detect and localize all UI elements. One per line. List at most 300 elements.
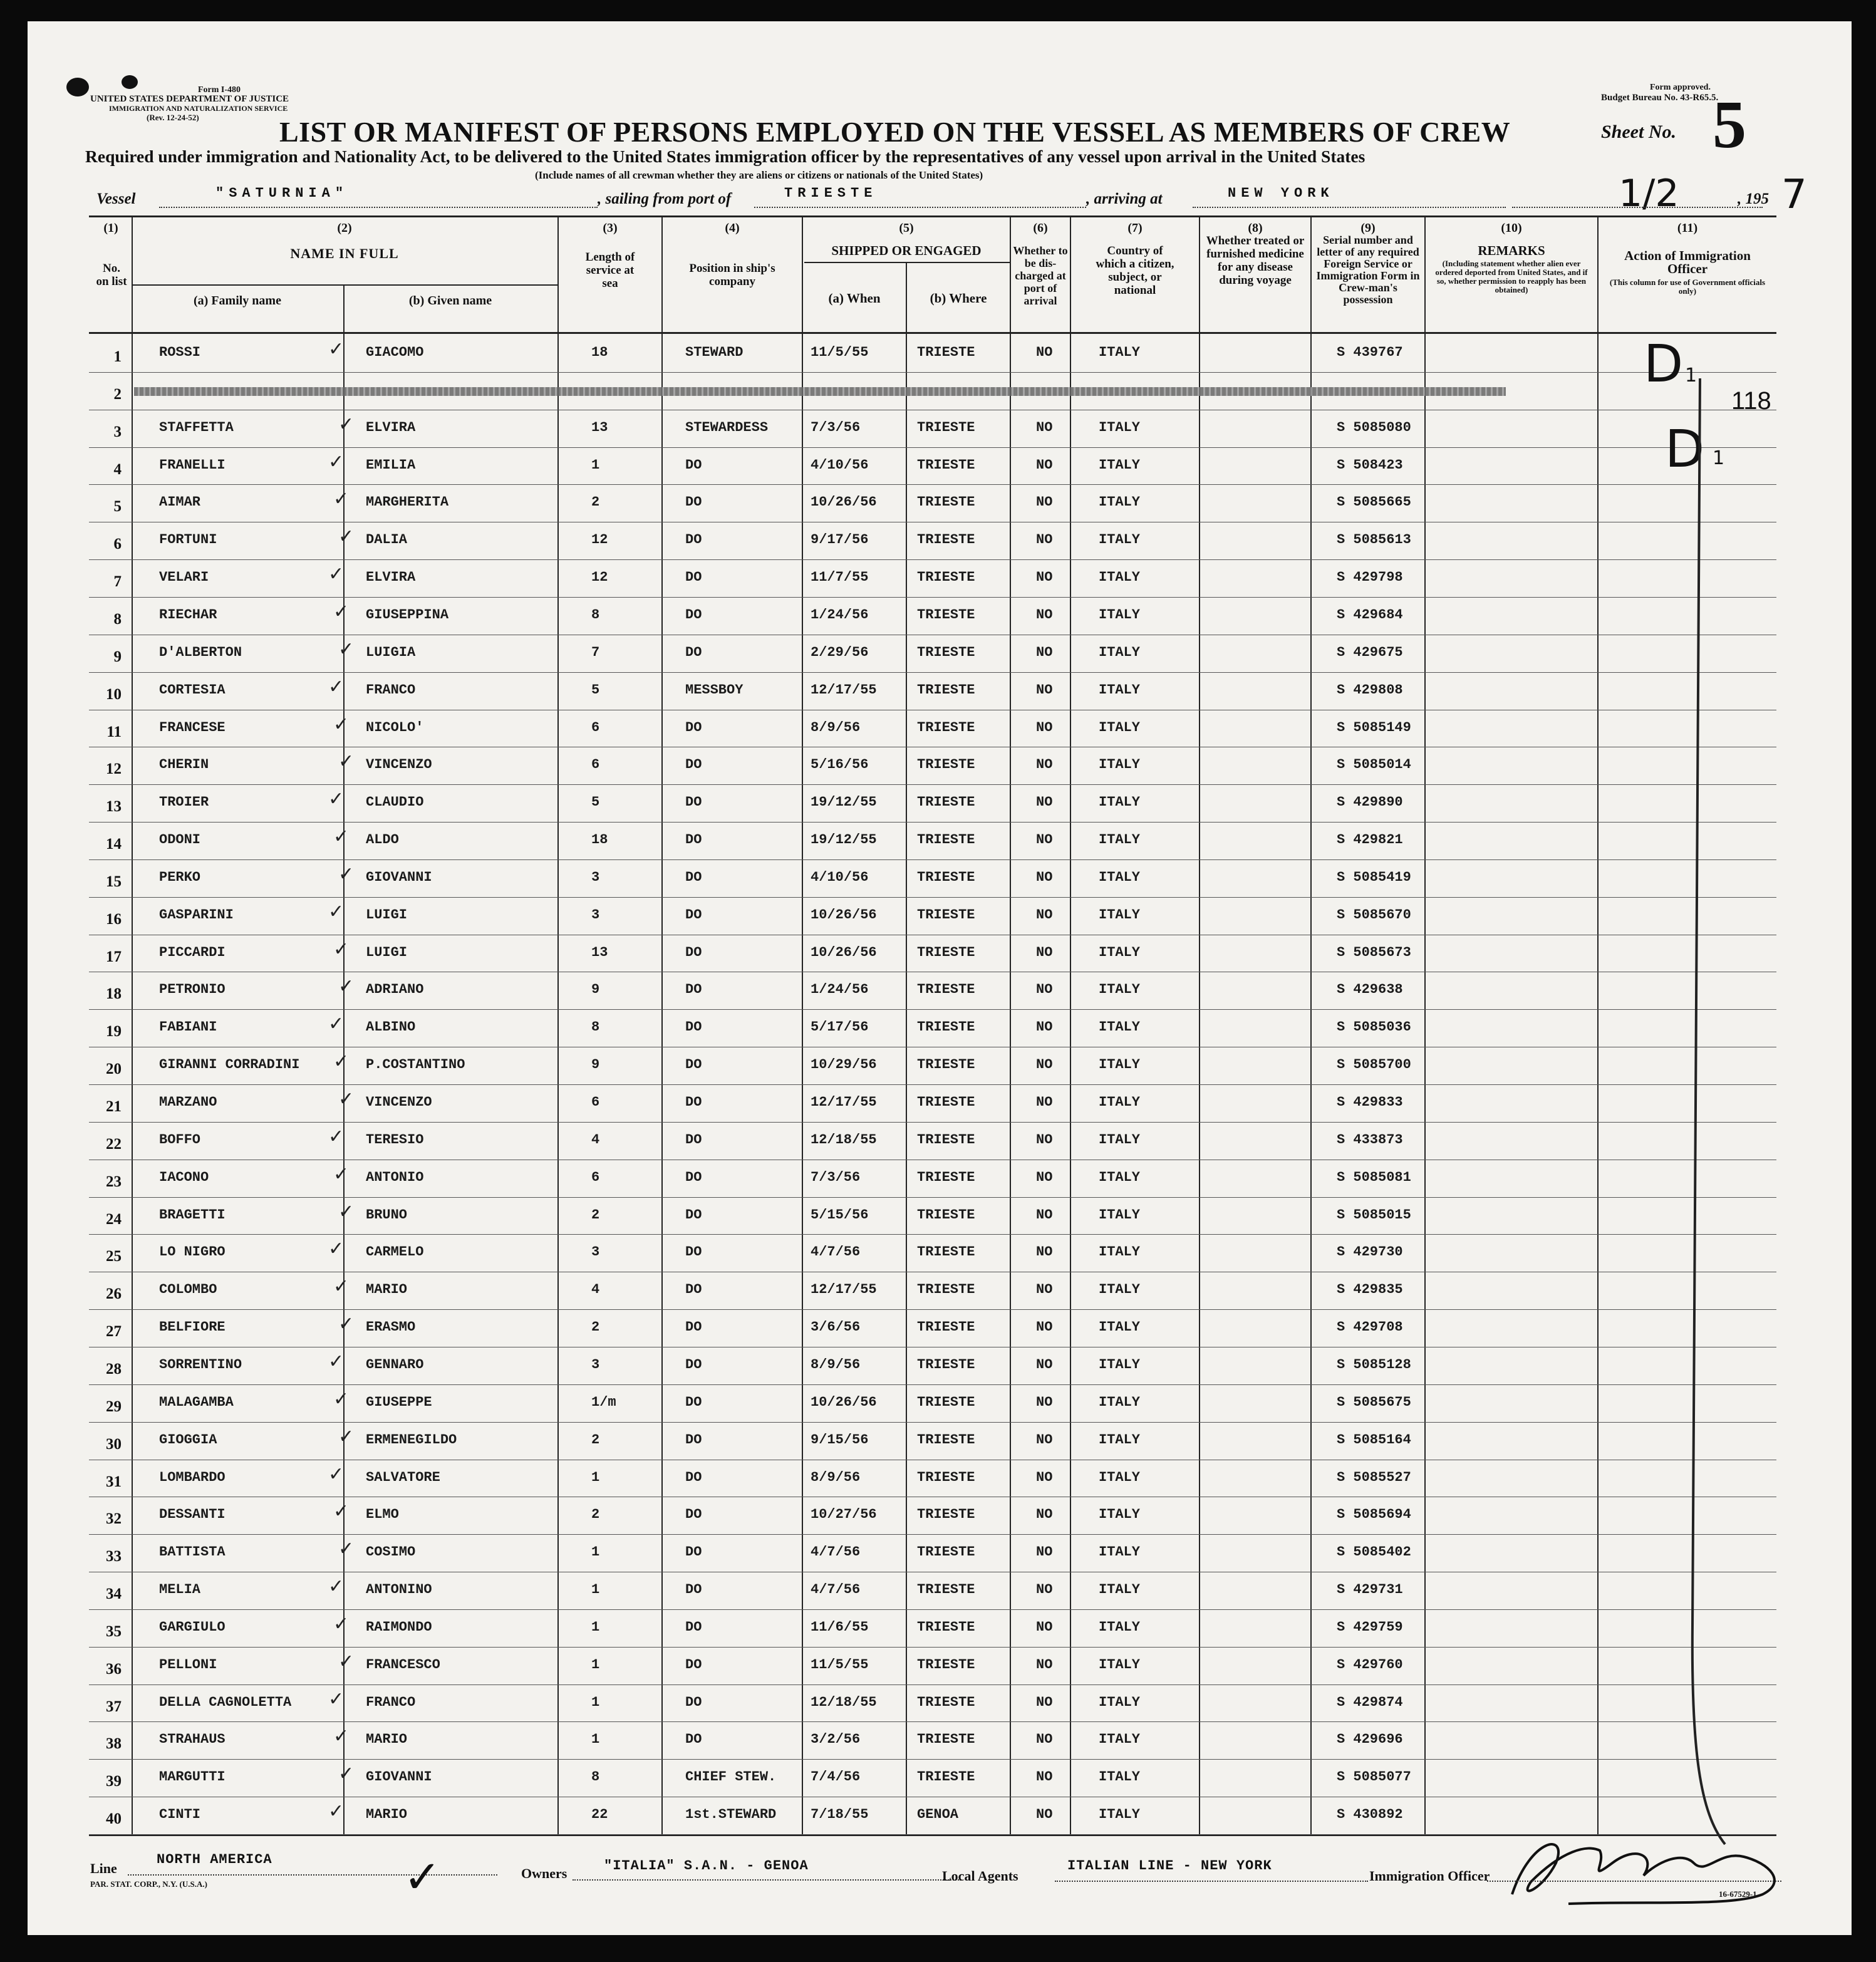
given-name: MARIO bbox=[366, 1282, 408, 1298]
position: CHIEF STEW. bbox=[685, 1769, 777, 1785]
country: ITALY bbox=[1099, 1807, 1141, 1823]
family-name: ODONI bbox=[159, 832, 201, 848]
sailing-underline bbox=[754, 207, 1086, 209]
discharged: NO bbox=[1036, 569, 1053, 586]
service-length: 4 bbox=[591, 1131, 600, 1148]
family-name: VELARI bbox=[159, 569, 209, 586]
country: ITALY bbox=[1099, 682, 1141, 698]
position: DO bbox=[685, 832, 702, 848]
given-name: MARGHERITA bbox=[366, 494, 449, 511]
shipped-when: 3/6/56 bbox=[811, 1319, 861, 1336]
row-number: 40 bbox=[106, 1810, 122, 1828]
service-length: 6 bbox=[591, 757, 600, 773]
shipped-when: 11/7/55 bbox=[811, 569, 869, 586]
row-number: 12 bbox=[106, 760, 122, 778]
given-name: ERMENEGILDO bbox=[366, 1431, 457, 1448]
col6-label: Whether to be dis-charged at port of arrival bbox=[1013, 244, 1068, 307]
header-bottom-rule bbox=[89, 332, 1776, 334]
shipped-where: TRIESTE bbox=[917, 606, 975, 623]
ink-blot bbox=[66, 78, 89, 96]
row-number: 19 bbox=[106, 1023, 122, 1041]
service-length: 8 bbox=[591, 1769, 600, 1785]
given-name: ALDO bbox=[366, 832, 399, 848]
serial-number: S 5085164 bbox=[1337, 1431, 1411, 1448]
approval-line2: Budget Bureau No. 43-R65.5. bbox=[1601, 93, 1719, 103]
serial-number: S 429696 bbox=[1337, 1731, 1403, 1748]
shipped-when: 1/24/56 bbox=[811, 606, 869, 623]
family-name: CORTESIA bbox=[159, 682, 225, 698]
row-rule bbox=[89, 597, 1776, 598]
row-rule bbox=[89, 859, 1776, 860]
shipped-where: TRIESTE bbox=[917, 1731, 975, 1748]
service-length: 1 bbox=[591, 1582, 600, 1598]
row-rule bbox=[89, 559, 1776, 560]
serial-number: S 5085665 bbox=[1337, 494, 1411, 511]
service-length: 1 bbox=[591, 1544, 600, 1560]
service-length: 22 bbox=[591, 1807, 608, 1823]
given-name: NICOLO' bbox=[366, 719, 424, 735]
service-length: 3 bbox=[591, 906, 600, 923]
checkmark-icon: ✓ bbox=[338, 1313, 355, 1336]
country: ITALY bbox=[1099, 345, 1141, 360]
family-name: PICCARDI bbox=[159, 944, 225, 960]
shipped-where: TRIESTE bbox=[917, 1656, 975, 1673]
service-length: 5 bbox=[591, 682, 600, 698]
service-length: 1 bbox=[591, 1469, 600, 1485]
given-name: FRANCESCO bbox=[366, 1656, 440, 1673]
shipped-where: TRIESTE bbox=[917, 1169, 975, 1185]
shipped-where: TRIESTE bbox=[917, 944, 975, 960]
checkmark-icon: ✓ bbox=[338, 1763, 355, 1785]
checkmark-icon: ✓ bbox=[328, 1688, 345, 1710]
discharged: NO bbox=[1036, 1582, 1053, 1598]
printer-mark: PAR. STAT. CORP., N.Y. (U.S.A.) bbox=[90, 1879, 207, 1889]
row-number: 36 bbox=[106, 1660, 122, 1678]
row-number: 13 bbox=[106, 798, 122, 816]
given-name: CLAUDIO bbox=[366, 794, 424, 811]
sailing-label: , sailing from port of bbox=[598, 190, 732, 207]
shipped-when: 9/17/56 bbox=[811, 532, 869, 548]
discharged: NO bbox=[1036, 719, 1053, 735]
shipped-where: TRIESTE bbox=[917, 1057, 975, 1073]
given-name: P.COSTANTINO bbox=[366, 1057, 465, 1073]
row-number: 33 bbox=[106, 1548, 122, 1565]
family-name: PELLONI bbox=[159, 1656, 217, 1673]
row-number: 5 bbox=[113, 498, 122, 516]
position: DO bbox=[685, 1207, 702, 1223]
country: ITALY bbox=[1099, 944, 1141, 960]
serial-number: S 429731 bbox=[1337, 1582, 1403, 1598]
officer-label: Immigration Officer bbox=[1369, 1868, 1490, 1884]
position: DO bbox=[685, 644, 702, 660]
serial-number: S 429760 bbox=[1337, 1656, 1403, 1673]
action-mark-d1: D bbox=[1644, 335, 1684, 394]
discharged: NO bbox=[1036, 1169, 1053, 1185]
country: ITALY bbox=[1099, 1507, 1141, 1523]
checkmark-icon: ✓ bbox=[338, 1650, 355, 1673]
given-name: RAIMONDO bbox=[366, 1619, 432, 1635]
row-rule bbox=[89, 1122, 1776, 1123]
shipped-where: TRIESTE bbox=[917, 1394, 975, 1410]
family-name: GIOGGIA bbox=[159, 1431, 217, 1448]
year-suffix-hand: 7 bbox=[1781, 172, 1807, 218]
country: ITALY bbox=[1099, 457, 1141, 473]
serial-number: S 5085402 bbox=[1337, 1544, 1411, 1560]
position: MESSBOY bbox=[685, 682, 744, 698]
position: 1st.STEWARD bbox=[685, 1807, 777, 1823]
given-name: GIACOMO bbox=[366, 345, 424, 360]
col4-label: Position in ship's company bbox=[689, 262, 775, 288]
country: ITALY bbox=[1099, 644, 1141, 660]
country: ITALY bbox=[1099, 1619, 1141, 1635]
col11-number: (11) bbox=[1677, 221, 1698, 235]
shipped-where: TRIESTE bbox=[917, 1582, 975, 1598]
shipped-where: TRIESTE bbox=[917, 719, 975, 735]
serial-number: S 429675 bbox=[1337, 644, 1403, 660]
col8-number: (8) bbox=[1248, 221, 1263, 235]
serial-number: S 5085080 bbox=[1337, 419, 1411, 435]
row-rule bbox=[89, 1384, 1776, 1385]
col1-label: No. on list bbox=[96, 262, 127, 288]
service-length: 4 bbox=[591, 1282, 600, 1298]
country: ITALY bbox=[1099, 757, 1141, 773]
row-rule bbox=[89, 372, 1776, 373]
checkmark-icon: ✓ bbox=[328, 1800, 345, 1823]
position: DO bbox=[685, 494, 702, 511]
checkmark-icon: ✓ bbox=[333, 1725, 350, 1748]
serial-number: S 433873 bbox=[1337, 1131, 1403, 1148]
country: ITALY bbox=[1099, 1656, 1141, 1673]
agents-label: Local Agents bbox=[942, 1868, 1018, 1884]
discharged: NO bbox=[1036, 982, 1053, 998]
include-note: (Include names of all crewman whether they are aliens or citizens or nationals of the United States) bbox=[535, 169, 983, 181]
given-name: GIUSEPPE bbox=[366, 1394, 432, 1410]
family-name: COLOMBO bbox=[159, 1282, 217, 1298]
service-length: 2 bbox=[591, 1319, 600, 1336]
shipped-where: TRIESTE bbox=[917, 1094, 975, 1110]
serial-number: S 5085014 bbox=[1337, 757, 1411, 773]
row-number: 32 bbox=[106, 1510, 122, 1528]
shipped-when: 10/26/56 bbox=[811, 944, 877, 960]
checkmark-icon: ✓ bbox=[333, 1163, 350, 1185]
shipped-subheader-rule bbox=[804, 262, 1011, 263]
given-name: MARIO bbox=[366, 1807, 408, 1823]
shipped-when: 8/9/56 bbox=[811, 719, 861, 735]
row-number: 17 bbox=[106, 948, 122, 965]
shipped-when: 4/10/56 bbox=[811, 457, 869, 473]
family-name: PERKO bbox=[159, 869, 201, 885]
family-name: STRAHAUS bbox=[159, 1731, 225, 1748]
checkmark-icon: ✓ bbox=[333, 1275, 350, 1298]
shipped-when: 19/12/55 bbox=[811, 832, 877, 848]
col9-number: (9) bbox=[1360, 221, 1376, 235]
country: ITALY bbox=[1099, 1544, 1141, 1560]
service-length: 12 bbox=[591, 532, 608, 548]
given-name: DALIA bbox=[366, 532, 408, 548]
col-divider bbox=[1310, 217, 1312, 1834]
line-label: Line bbox=[90, 1861, 117, 1876]
row-number: 38 bbox=[106, 1735, 122, 1753]
shipped-when: 11/5/55 bbox=[811, 345, 869, 360]
discharged: NO bbox=[1036, 457, 1053, 473]
given-name: LUIGI bbox=[366, 944, 408, 960]
shipped-where: TRIESTE bbox=[917, 1282, 975, 1298]
shipped-where: TRIESTE bbox=[917, 1019, 975, 1036]
sheet-number: 5 bbox=[1713, 88, 1746, 162]
row-number: 24 bbox=[106, 1210, 122, 1228]
shipped-when: 12/18/55 bbox=[811, 1131, 877, 1148]
agents-value: ITALIAN LINE - NEW YORK bbox=[1067, 1858, 1272, 1874]
department: UNITED STATES DEPARTMENT OF JUSTICE bbox=[90, 94, 289, 104]
serial-number: S 439767 bbox=[1337, 345, 1403, 360]
serial-number: S 429808 bbox=[1337, 682, 1403, 698]
country: ITALY bbox=[1099, 1694, 1141, 1710]
agents-underline bbox=[1055, 1881, 1368, 1882]
shipped-where: TRIESTE bbox=[917, 345, 975, 360]
country: ITALY bbox=[1099, 1244, 1141, 1260]
shipped-when: 4/10/56 bbox=[811, 869, 869, 885]
discharged: NO bbox=[1036, 1769, 1053, 1785]
given-name: ERASMO bbox=[366, 1319, 416, 1336]
discharged: NO bbox=[1036, 1807, 1053, 1823]
country: ITALY bbox=[1099, 1057, 1141, 1073]
family-name: LOMBARDO bbox=[159, 1469, 225, 1485]
serial-number: S 5085613 bbox=[1337, 532, 1411, 548]
position: DO bbox=[685, 1507, 702, 1523]
discharged: NO bbox=[1036, 757, 1053, 773]
position: STEWARD bbox=[685, 345, 744, 360]
discharged: NO bbox=[1036, 1244, 1053, 1260]
checkmark-icon: ✓ bbox=[338, 413, 355, 435]
service: IMMIGRATION AND NATURALIZATION SERVICE bbox=[109, 104, 288, 113]
row-rule bbox=[89, 1609, 1776, 1610]
discharged: NO bbox=[1036, 1431, 1053, 1448]
row-number: 35 bbox=[106, 1622, 122, 1640]
given-name: GIOVANNI bbox=[366, 869, 432, 885]
shipped-where: TRIESTE bbox=[917, 1544, 975, 1560]
service-length: 13 bbox=[591, 944, 608, 960]
discharged: NO bbox=[1036, 345, 1053, 360]
col8-label: Whether treated or furnished medicine for any disease during voyage bbox=[1206, 234, 1305, 287]
service-length: 1/m bbox=[591, 1394, 616, 1410]
action-mark-d2: D bbox=[1665, 420, 1705, 479]
row-number: 4 bbox=[113, 460, 122, 478]
row-rule bbox=[89, 1534, 1776, 1535]
shipped-when: 5/15/56 bbox=[811, 1207, 869, 1223]
country: ITALY bbox=[1099, 1356, 1141, 1373]
position: DO bbox=[685, 719, 702, 735]
discharged: NO bbox=[1036, 419, 1053, 435]
row-rule bbox=[89, 1084, 1776, 1085]
col-divider bbox=[1424, 217, 1426, 1834]
sheet-label: Sheet No. bbox=[1601, 122, 1676, 142]
service-length: 13 bbox=[591, 419, 608, 435]
country: ITALY bbox=[1099, 1207, 1141, 1223]
position: DO bbox=[685, 1656, 702, 1673]
col-divider bbox=[1597, 217, 1599, 1834]
serial-number: S 5085077 bbox=[1337, 1769, 1411, 1785]
discharged: NO bbox=[1036, 869, 1053, 885]
checkmark-icon: ✓ bbox=[338, 863, 355, 885]
row-number: 37 bbox=[106, 1698, 122, 1715]
checkmark-icon: ✓ bbox=[328, 788, 345, 811]
country: ITALY bbox=[1099, 982, 1141, 998]
form-code: 16-67529-1 bbox=[1719, 1889, 1757, 1899]
position: STEWARDESS bbox=[685, 419, 769, 435]
row-number: 26 bbox=[106, 1285, 122, 1303]
shipped-when: 11/5/55 bbox=[811, 1656, 869, 1673]
shipped-where: TRIESTE bbox=[917, 869, 975, 885]
family-name: DELLA CAGNOLETTA bbox=[159, 1694, 292, 1710]
serial-number: S 5085527 bbox=[1337, 1469, 1411, 1485]
family-name: CHERIN bbox=[159, 757, 209, 773]
form-number: Form I-480 bbox=[198, 85, 241, 95]
col5-number: (5) bbox=[899, 221, 914, 235]
service-length: 1 bbox=[591, 1619, 600, 1635]
country: ITALY bbox=[1099, 569, 1141, 586]
checkmark-icon: ✓ bbox=[333, 1051, 350, 1073]
row-number: 1 bbox=[113, 348, 122, 365]
country: ITALY bbox=[1099, 1169, 1141, 1185]
checkmark-icon: ✓ bbox=[328, 1238, 345, 1260]
col1-number: (1) bbox=[103, 221, 118, 235]
shipped-where: TRIESTE bbox=[917, 457, 975, 473]
officer-underline bbox=[1487, 1881, 1781, 1882]
shipped-where: TRIESTE bbox=[917, 1356, 975, 1373]
shipped-where: TRIESTE bbox=[917, 906, 975, 923]
family-name: BELFIORE bbox=[159, 1319, 225, 1336]
col10-sub: (Including statement whether alien ever ordered deported from United States, and if so, whether permission to reapply has been obtained) bbox=[1435, 259, 1588, 294]
position: DO bbox=[685, 1469, 702, 1485]
revision: (Rev. 12-24-52) bbox=[147, 113, 199, 122]
owners-value: "ITALIA" S.A.N. - GENOA bbox=[604, 1858, 809, 1874]
family-name: BOFFO bbox=[159, 1131, 201, 1148]
checkmark-icon: ✓ bbox=[338, 638, 355, 660]
footer-checkmark: ✓ bbox=[403, 1850, 442, 1903]
col2b-label: (b) Given name bbox=[408, 294, 492, 308]
family-name: FRANCESE bbox=[159, 719, 225, 735]
discharged: NO bbox=[1036, 682, 1053, 698]
family-name: SORRENTINO bbox=[159, 1356, 242, 1373]
checkmark-icon: ✓ bbox=[333, 938, 350, 960]
row-rule bbox=[89, 1684, 1776, 1685]
position: DO bbox=[685, 757, 702, 773]
position: DO bbox=[685, 1244, 702, 1260]
position: DO bbox=[685, 457, 702, 473]
discharged: NO bbox=[1036, 1282, 1053, 1298]
family-name: BATTISTA bbox=[159, 1544, 225, 1560]
serial-number: S 429638 bbox=[1337, 982, 1403, 998]
discharged: NO bbox=[1036, 644, 1053, 660]
given-name: COSIMO bbox=[366, 1544, 416, 1560]
service-length: 1 bbox=[591, 1694, 600, 1710]
given-name: BRUNO bbox=[366, 1207, 408, 1223]
given-name: GIUSEPPINA bbox=[366, 606, 449, 623]
discharged: NO bbox=[1036, 494, 1053, 511]
serial-number: S 5085149 bbox=[1337, 719, 1411, 735]
line-underline bbox=[128, 1874, 497, 1876]
row-rule bbox=[89, 822, 1776, 823]
country: ITALY bbox=[1099, 606, 1141, 623]
family-name: DESSANTI bbox=[159, 1507, 225, 1523]
given-name: SALVATORE bbox=[366, 1469, 440, 1485]
discharged: NO bbox=[1036, 1019, 1053, 1036]
row-number: 7 bbox=[113, 573, 122, 591]
shipped-where: TRIESTE bbox=[917, 1431, 975, 1448]
vessel-name: "SATURNIA" bbox=[215, 185, 349, 201]
country: ITALY bbox=[1099, 1131, 1141, 1148]
discharged: NO bbox=[1036, 1731, 1053, 1748]
position: DO bbox=[685, 1169, 702, 1185]
serial-number: S 5085700 bbox=[1337, 1057, 1411, 1073]
serial-number: S 429835 bbox=[1337, 1282, 1403, 1298]
shipped-when: 10/26/56 bbox=[811, 1394, 877, 1410]
given-name: GIOVANNI bbox=[366, 1769, 432, 1785]
col-divider bbox=[132, 217, 133, 1834]
approval-line1: Form approved. bbox=[1650, 83, 1711, 92]
position: DO bbox=[685, 1094, 702, 1110]
shipped-when: 11/6/55 bbox=[811, 1619, 869, 1635]
given-name: LUIGI bbox=[366, 906, 408, 923]
shipped-when: 7/3/56 bbox=[811, 1169, 861, 1185]
shipped-when: 4/7/56 bbox=[811, 1244, 861, 1260]
shipped-where: TRIESTE bbox=[917, 1244, 975, 1260]
checkmark-icon: ✓ bbox=[328, 338, 345, 360]
discharged: NO bbox=[1036, 1131, 1053, 1148]
given-name: ADRIANO bbox=[366, 982, 424, 998]
col11-label: Action of Immigration Officer bbox=[1624, 248, 1751, 276]
arriving-underline bbox=[1193, 207, 1506, 209]
vessel-underline bbox=[159, 207, 598, 209]
given-name: TERESIO bbox=[366, 1131, 424, 1148]
shipped-when: 3/2/56 bbox=[811, 1731, 861, 1748]
country: ITALY bbox=[1099, 1019, 1141, 1036]
shipped-when: 10/26/56 bbox=[811, 494, 877, 511]
row-rule bbox=[89, 672, 1776, 673]
shipped-where: TRIESTE bbox=[917, 532, 975, 548]
position: DO bbox=[685, 1544, 702, 1560]
action-mark-d2-sub: 1 bbox=[1713, 447, 1725, 469]
col4-number: (4) bbox=[725, 221, 740, 235]
position: DO bbox=[685, 1582, 702, 1598]
subtitle: Required under immigration and Nationality Act, to be delivered to the United States immigration officer by the representatives of any vessel upon arrival in the United States bbox=[85, 147, 1366, 166]
checkmark-icon: ✓ bbox=[328, 1463, 345, 1485]
shipped-where: TRIESTE bbox=[917, 1694, 975, 1710]
sailing-port: TRIESTE bbox=[784, 185, 878, 201]
discharged: NO bbox=[1036, 1394, 1053, 1410]
col5-label: SHIPPED OR ENGAGED bbox=[831, 243, 982, 258]
name-subheader-rule bbox=[132, 284, 557, 286]
page-title: LIST OR MANIFEST OF PERSONS EMPLOYED ON THE VESSEL AS MEMBERS OF CREW bbox=[279, 116, 1511, 148]
country: ITALY bbox=[1099, 1469, 1141, 1485]
service-length: 1 bbox=[591, 1731, 600, 1748]
family-name: GASPARINI bbox=[159, 906, 234, 923]
family-name: RIECHAR bbox=[159, 606, 217, 623]
ink-blot bbox=[122, 75, 138, 89]
country: ITALY bbox=[1099, 832, 1141, 848]
year-label: , 195 bbox=[1738, 190, 1769, 207]
checkmark-icon: ✓ bbox=[328, 1575, 345, 1598]
given-name: ANTONINO bbox=[366, 1582, 432, 1598]
position: DO bbox=[685, 1057, 702, 1073]
row-number: 21 bbox=[106, 1098, 122, 1115]
discharged: NO bbox=[1036, 832, 1053, 848]
shipped-when: 4/7/56 bbox=[811, 1582, 861, 1598]
row-number: 8 bbox=[113, 610, 122, 628]
shipped-where: TRIESTE bbox=[917, 757, 975, 773]
serial-number: S 5085673 bbox=[1337, 944, 1411, 960]
checkmark-icon: ✓ bbox=[328, 1125, 345, 1148]
